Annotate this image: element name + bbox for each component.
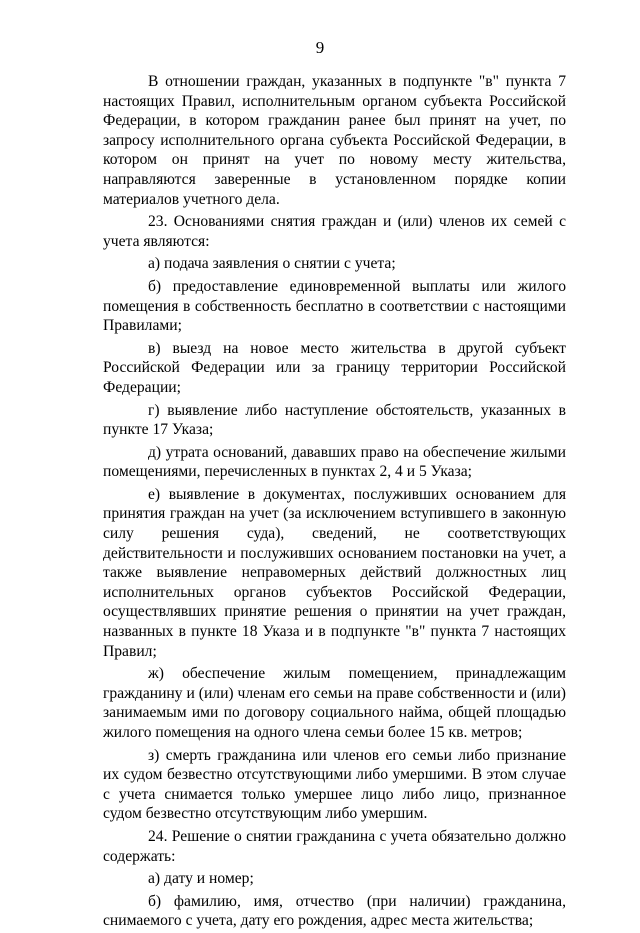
paragraph-item-23-zh: ж) обеспечение жилым помещением, принадлежащим гражданину и (или) членам его семьи на праве собственности и (или) занимаемым ими по договору социального найма, общей площадью жилого помещения на одного члена семьи более 15 кв. метров; <box>103 665 566 741</box>
page-number: 9 <box>315 38 325 57</box>
paragraph-item-23-b: б) предоставление единовременной выплаты или жилого помещения в собственность бесплатно в соответствии с настоящими Правилами; <box>103 277 566 335</box>
paragraph-item-23-d: д) утрата оснований, дававших право на обеспечение жилыми помещениями, перечисленных в пунктах 2, 4 и 5 Указа; <box>103 443 566 481</box>
paragraph-item-23-v: в) выезд на новое место жительства в другой субъект Российской Федерации или за границу территории Российской Федерации; <box>103 339 566 396</box>
paragraph-item-23-heading: 23. Основаниями снятия граждан и (или) членов их семей с учета являются: <box>103 213 566 250</box>
paragraph-item-23-e: е) выявление в документах, послуживших основанием для принятия граждан на учет (за исключением вступившего в законную силу решения суда), сведений, не соответствующих действительности и послуживших основанием постановки на учет, а также выявление неправомерных действий должностных лиц исполнительных органов субъектов Российской Федерации, осуществлявших принятие решения о принятии на учет граждан, названных в пункте 18 Указа и в подпункте "в" пункта 7 настоящих Правил; <box>103 485 566 660</box>
paragraph-item-23-a: а) подача заявления о снятии с учета; <box>148 255 396 273</box>
paragraph-item-23-g: г) выявление либо наступление обстоятельств, указанных в пункте 17 Указа; <box>103 401 566 439</box>
document-body <box>103 72 566 933</box>
paragraph-item-24-b: б) фамилию, имя, отчество (при наличии) гражданина, снимаемого с учета, дату его рождения, адрес места жительства; <box>103 892 566 930</box>
paragraph-transfer-of-records: В отношении граждан, указанных в подпункте "в" пункта 7 настоящих Правил, исполнительным органом субъекта Российской Федерации, в котором гражданин ранее был принят на учет, по запросу исполнительного органа субъекта Российской Федерации, в котором он принят на учет по новому месту жительства, направляются заверенные в установленном порядке копии материалов учетного дела. <box>103 73 566 208</box>
paragraph-item-24-a: а) дату и номер; <box>148 870 254 888</box>
paragraph-item-24-heading: 24. Решение о снятии гражданина с учета обязательно должно содержать: <box>103 827 566 865</box>
paragraph-item-23-z: з) смерть гражданина или членов его семьи либо признание их судом безвестно отсутствующими либо умершими. В этом случае с учета снимается только умершее лицо либо лицо, признанное судом безвестно отсутствующим либо умершим. <box>103 746 566 823</box>
